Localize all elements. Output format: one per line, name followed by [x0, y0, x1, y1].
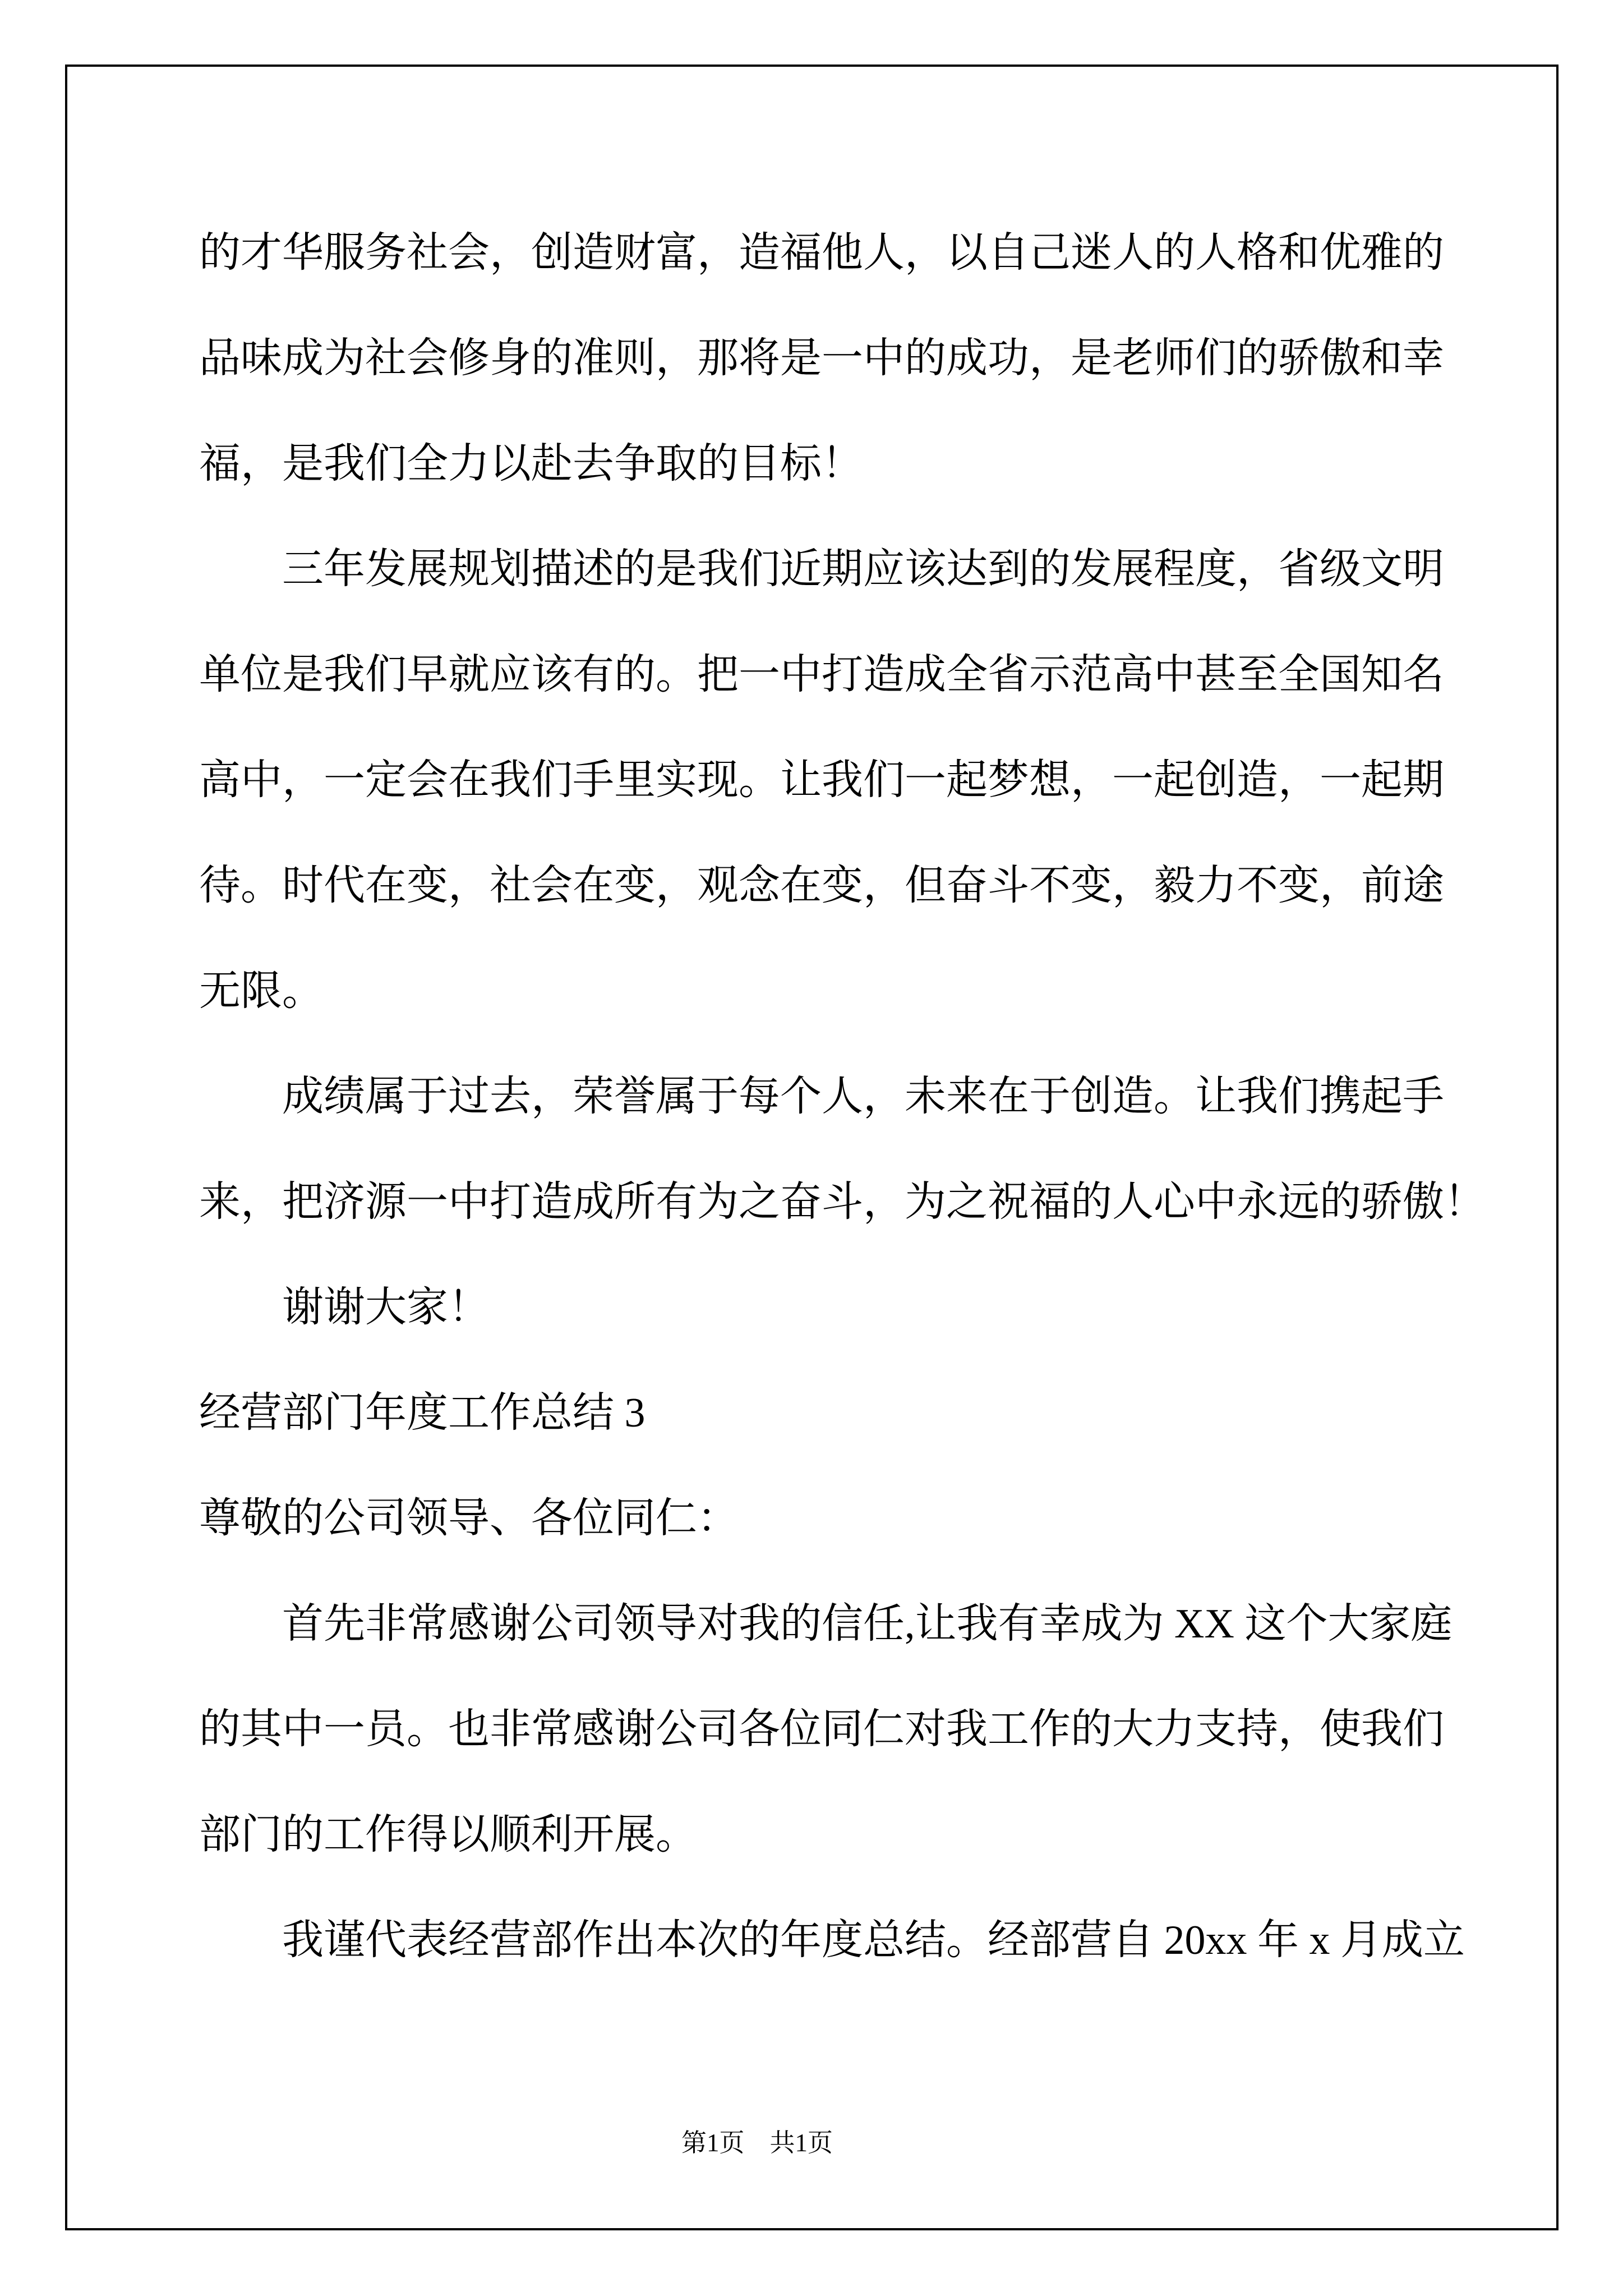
- text-line: 的其中一员。也非常感谢公司各位同仁对我工作的大力支持，使我们: [199, 1706, 1444, 1752]
- text-line: 谢谢大家！: [282, 1285, 490, 1331]
- text-line: 待。时代在变，社会在变，观念在变，但奋斗不变，毅力不变，前途: [199, 863, 1444, 909]
- text-line: 无限。: [199, 968, 324, 1014]
- text-line: 部门的工作得以顺利开展。: [199, 1812, 697, 1858]
- text-line: 的才华服务社会，创造财富，造福他人，以自己迷人的人格和优雅的: [199, 230, 1444, 276]
- text-line: 首先非常感谢公司领导对我的信任,让我有幸成为 XX 这个大家庭: [282, 1601, 1453, 1647]
- text-line: 高中，一定会在我们手里实现。让我们一起梦想，一起创造，一起期: [199, 757, 1444, 803]
- text-line: 尊敬的公司领导、各位同仁：: [199, 1496, 739, 1542]
- document-text: [199, 200, 1486, 1993]
- text-line: 福，是我们全力以赴去争取的目标！: [199, 441, 863, 487]
- text-line: 我谨代表经营部作出本次的年度总结。经部营自 20xx 年 x 月成立: [282, 1917, 1465, 1963]
- text-line: 单位是我们早就应该有的。把一中打造成全省示范高中甚至全国知名: [199, 652, 1444, 698]
- text-line: 三年发展规划描述的是我们近期应该达到的发展程度，省级文明: [282, 546, 1444, 592]
- page-footer: 第1页 共1页: [681, 2129, 833, 2157]
- text-line: 来，把济源一中打造成所有为之奋斗，为之祝福的人心中永远的骄傲！: [199, 1179, 1486, 1225]
- text-line: 经营部门年度工作总结 3: [199, 1390, 645, 1436]
- text-line: 成绩属于过去，荣誉属于每个人，未来在于创造。让我们携起手: [282, 1074, 1444, 1120]
- text-line: 品味成为社会修身的准则，那将是一中的成功，是老师们的骄傲和幸: [199, 335, 1444, 381]
